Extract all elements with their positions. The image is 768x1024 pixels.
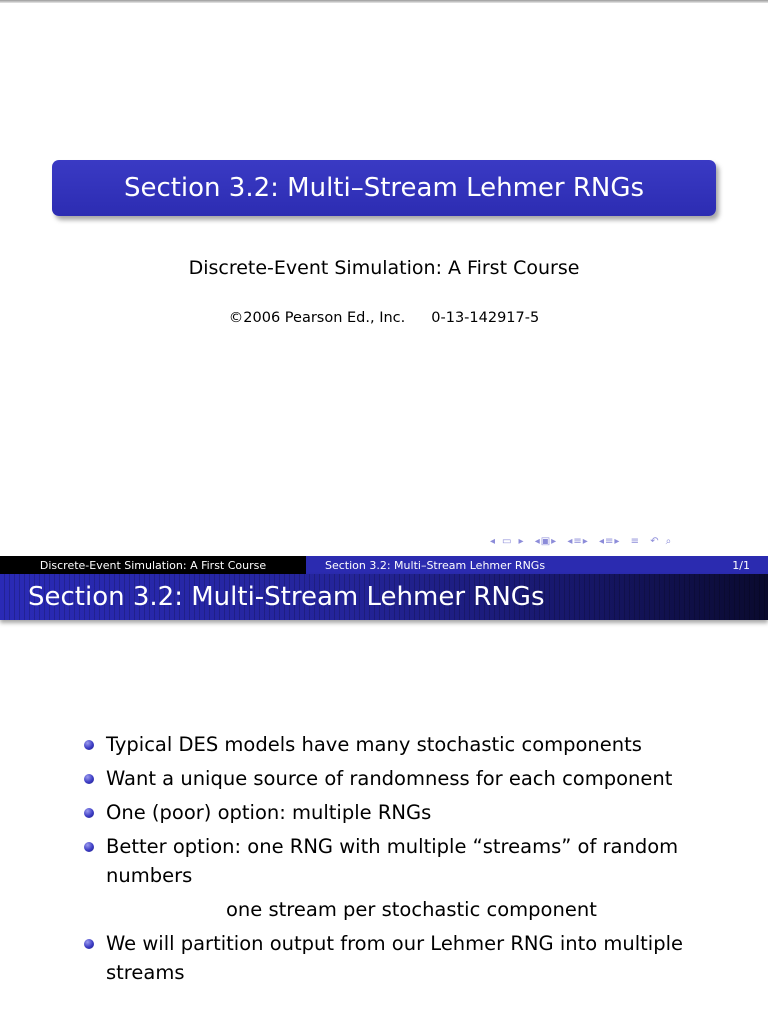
bullet-text: Typical DES models have many stochastic components [106, 733, 642, 756]
footer-bar [0, 556, 768, 574]
bullet-icon [84, 808, 94, 818]
bullet-list [84, 730, 724, 992]
list-item [84, 730, 724, 759]
footer-section-title: Section 3.2: Multi–Stream Lehmer RNGs [325, 558, 546, 572]
bullet-text: We will partition output from our Lehmer RNG into multiple streams [106, 932, 684, 984]
footer-course: Discrete-Event Simulation: A First Course [0, 556, 306, 574]
frame-title-bar [0, 574, 768, 620]
undo-icon[interactable]: ≡ [630, 536, 640, 547]
beamer-navigation [490, 536, 766, 550]
bullet-text: Want a unique source of randomness for each component [106, 767, 673, 790]
bullet-text: Better option: one RNG with multiple “streams” of random numbers [106, 835, 679, 887]
bullet-icon [84, 740, 94, 750]
section-icon[interactable]: ◂≡▸ [567, 536, 589, 547]
bullet-icon [84, 939, 94, 949]
list-item [84, 929, 724, 987]
list-item [84, 798, 724, 827]
bullet-text: One (poor) option: multiple RNGs [106, 801, 432, 824]
copyright-text: ©2006 Pearson Ed., Inc. [228, 310, 406, 326]
appendix-icon[interactable]: ◂≡▸ [599, 536, 621, 547]
footer-section [306, 556, 768, 574]
bullet-icon [84, 774, 94, 784]
bullet-note: one stream per stochastic component [226, 898, 597, 921]
copyright-line [0, 310, 768, 326]
list-item [84, 832, 724, 890]
frame-icon[interactable]: ▭ [502, 536, 513, 547]
find-icon[interactable]: ↶ [650, 536, 660, 547]
bullet-icon [84, 842, 94, 852]
slide-title: Section 3.2: Multi–Stream Lehmer RNGs [123, 173, 645, 203]
subsection-icon[interactable]: ◂▣▸ [534, 536, 558, 547]
right-arrow-icon[interactable]: ▸ [518, 536, 525, 547]
title-box [52, 160, 716, 216]
zoom-icon[interactable]: ⌕ [665, 536, 673, 547]
frame-title: Section 3.2: Multi-Stream Lehmer RNGs [28, 582, 545, 612]
list-item [84, 764, 724, 793]
footer-page-number: 1/1 [732, 558, 750, 572]
left-arrow-icon[interactable]: ◂ [490, 536, 497, 547]
isbn-text: 0-13-142917-5 [431, 310, 540, 326]
slide-subtitle: Discrete-Event Simulation: A First Course [188, 257, 580, 279]
